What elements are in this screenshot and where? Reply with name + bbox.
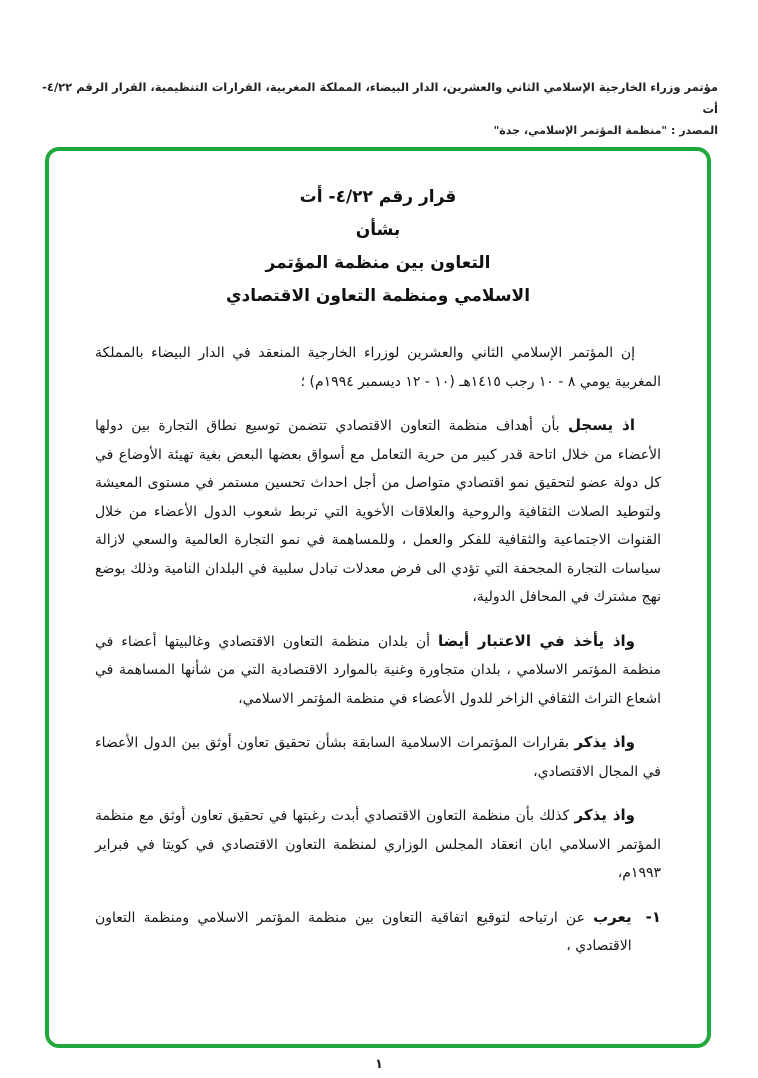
clause-paragraph [95, 801, 661, 888]
clause-paragraph [95, 728, 661, 786]
clause-text: بقرارات المؤتمرات الاسلامية السابقة بشأن تحقيق تعاون أوثق بين الدول الأعضاء في المجال الاقتصادي، [95, 735, 661, 780]
item-lead: يعرب [593, 907, 632, 926]
item-number: ١- [645, 907, 661, 926]
title-regarding: بشأن [355, 220, 401, 240]
clause-text: أن بلدان منظمة التعاون الاقتصادي وغالبيتها أعضاء في منظمة المؤتمر الاسلامي ، بلدان متجاورة وغنية بالموارد الاقتصادية التي من شأنها المساهمة في اشعاع التراث الثقافي الزاخر للدول الأعضاء في منظمة المؤتمر الاسلامي، [95, 633, 661, 707]
clause-lead: واذ يأخذ في الاعتبار أيضا [438, 631, 636, 650]
item-text-block [95, 903, 632, 961]
clause-paragraph [95, 411, 661, 612]
document-body [95, 339, 661, 961]
resolution-number-title: قرار رقم ٤/٢٢- أت [299, 187, 457, 207]
document-header [36, 76, 718, 142]
header-source-line: المصدر : "منظمة المؤتمر الإسلامي، جدة" [493, 124, 718, 137]
clause-text: بأن أهداف منظمة التعاون الاقتصادي تتضمن توسيع نطاق التجارة بين دولها الأعضاء من خلال اتاحة قدر كبير من حرية التعامل مع أسواق بعضها البعض بغية تهيئة الأوضاع في كل دولة عضو لتحقيق نمو اقتصادي متواصل من أجل احداث تحسين مستمر في مستوى المعيشة ولتوطيد الصلات الثقافية والروحية والعلاقات الأخوية التي تربط شعوب الدول الأعضاء من خلال القنوات الاجتماعية والثقافية للفكر والعمل ، وللمساهمة في نمو التجارة العالمية والسعي لازالة سياسات التجارة المجحفة التي تؤدي الى فرض معدلات تبادل سلبية في البلدان النامية وذلك بوضع نهج مشترك في المحافل الدولية، [95, 418, 661, 605]
clause-lead: اذ يسجل [568, 416, 636, 434]
header-citation: مؤتمر وزراء الخارجية الإسلامي الثاني والعشرين، الدار البيضاء، المملكة المغربية، القرارات التنظيمية، القرار الرقم ٤/٢٢- أت [42, 80, 718, 116]
title-subject-line2: الاسلامي ومنظمة التعاون الاقتصادي [225, 286, 531, 306]
item-text: عن ارتياحه لتوقيع اتفاقية التعاون بين منظمة المؤتمر الاسلامي ومنظمة التعاون الاقتصادي ، [95, 909, 632, 954]
clause-lead: واذ يذكر [574, 733, 636, 751]
clause-text: كذلك بأن منظمة التعاون الاقتصادي أبدت رغبتها في تحقيق تعاون أوثق مع منظمة المؤتمر الاسلامي ابان انعقاد المجلس الوزاري لمنظمة التعاون الاقتصادي في كويتا في فبراير ١٩٩٣م، [95, 808, 661, 881]
title-subject-line1: التعاون بين منظمة المؤتمر [265, 253, 491, 273]
clause-lead: واذ يذكر [574, 806, 635, 824]
preamble-paragraph: إن المؤتمر الإسلامي الثاني والعشرين لوزراء الخارجية المنعقد في الدار البيضاء بالمملكة المغربية يومي ٨ - ١٠ رجب ١٤١٥هـ (١٠ - ١٢ ديسمبر ١٩٩٤م) ؛ [95, 345, 661, 390]
clause-paragraph [95, 627, 661, 714]
title-block [95, 181, 661, 313]
resolution-item-1 [95, 903, 661, 961]
page-number: ١ [375, 1057, 383, 1072]
document-green-frame [45, 147, 711, 1048]
